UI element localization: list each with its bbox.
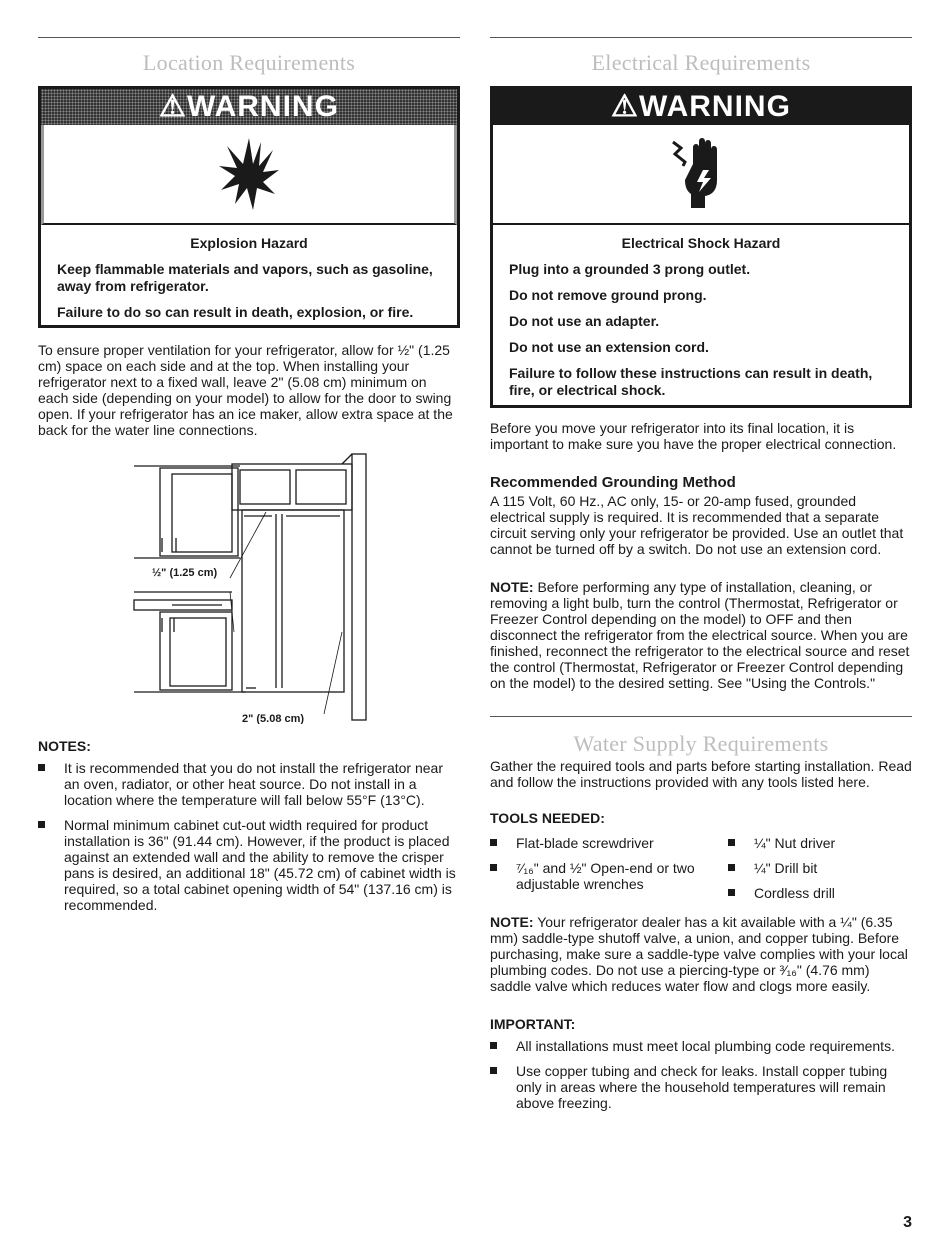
list-item: Use copper tubing and check for leaks. Install copper tubing only in areas where the household temperatures will remain above freezing.	[490, 1063, 912, 1111]
refrigerator-clearance-diagram	[96, 452, 376, 724]
top-rule-right	[490, 37, 912, 38]
note-text: Before performing any type of installation, cleaning, or removing a light bulb, turn the control (Thermostat, Refrigerator or Freezer Control depending on the model) to OFF and then disconnect the refrigerator from the electrical source. When you are finished, reconnect the refrigerator to the electrical source and reset the control (Thermostat, Refrigerator or Freezer Control depending on the model) to the desired setting. See "Using the Controls."	[490, 579, 910, 691]
electrical-intro: Before you move your refrigerator into its final location, it is important to make sure you have the proper electrical connection.	[490, 420, 897, 452]
water-note	[490, 914, 912, 994]
important-list	[490, 1038, 912, 1120]
warning-line: Keep flammable materials and vapors, such as gasoline, away from refrigerator.	[57, 261, 433, 294]
hazard-title: Explosion Hazard	[190, 235, 308, 251]
tools-list-2	[728, 835, 912, 910]
note-label: NOTE:	[490, 914, 534, 930]
explosion-warning-box	[38, 86, 460, 328]
electrical-shock-icon	[671, 134, 731, 214]
warning-line: Plug into a grounded 3 prong outlet.	[509, 261, 751, 277]
top-rule-left	[38, 37, 460, 38]
list-item: All installations must meet local plumbing code requirements.	[490, 1038, 912, 1054]
warning-line: Do not use an extension cord.	[509, 339, 709, 355]
tools-heading: TOOLS NEEDED:	[490, 810, 605, 826]
tools-list-1	[490, 835, 720, 901]
diagram-label-bottom: 2" (5.08 cm)	[242, 713, 305, 724]
warning-icon-area	[41, 125, 457, 225]
location-intro: To ensure proper ventilation for your refrigerator, allow for ½" (1.25 cm) space on each side and at the top. When installing your refrigerator next to a fixed wall, leave 2" (5.08 cm) minimum on each side (depending on your model) to allow for the door to swing open. If your refrigerator has an ice maker, allow extra space at the back for the water line connections.	[38, 342, 453, 438]
list-item: Flat-blade screwdriver	[490, 835, 720, 851]
list-item: ¼" Nut driver	[728, 835, 912, 851]
note-label: NOTE:	[490, 579, 534, 595]
diagram-label-side: ½" (1.25 cm)	[152, 567, 218, 579]
grounding-text: A 115 Volt, 60 Hz., AC only, 15- or 20-amp fused, grounded electrical supply is required. It is recommended that a separate circuit serving only your refrigerator be provided. Use an outlet that cannot be turned off by a switch. Do not use an extension cord.	[490, 493, 904, 557]
warning-line: Do not use an adapter.	[509, 313, 660, 329]
warning-line: Do not remove ground prong.	[509, 287, 707, 303]
electrical-note	[490, 579, 912, 691]
warning-line: Failure to do so can result in death, explosion, or fire.	[57, 304, 414, 320]
section-title-water: Water Supply Requirements	[573, 731, 829, 756]
warning-line: Failure to follow these instructions can result in death, fire, or electrical shock.	[509, 365, 873, 398]
grounding-heading: Recommended Grounding Method	[490, 474, 736, 491]
electrical-warning-box	[490, 86, 912, 408]
water-intro: Gather the required tools and parts before starting installation. Read and follow the instructions provided with any tools listed here.	[490, 758, 912, 790]
notes-list	[38, 760, 460, 922]
warning-heading: ⚠WARNING	[41, 89, 457, 125]
explosion-icon	[217, 136, 281, 212]
page-number: 3	[903, 1214, 912, 1231]
list-item: ⁷⁄₁₆" and ½" Open-end or two adjustable wrenches	[490, 860, 720, 892]
warning-icon-area	[493, 125, 909, 225]
list-item: ¼" Drill bit	[728, 860, 912, 876]
warning-heading: ⚠WARNING	[493, 89, 909, 125]
section-title-electrical: Electrical Requirements	[591, 50, 811, 75]
water-rule	[490, 716, 912, 717]
notes-heading: NOTES:	[38, 738, 91, 754]
list-item: Normal minimum cabinet cut-out width required for product installation is 36" (91.44 cm). However, if the product is placed against an extended wall and the ability to remove the crisper pans is desired, an additional 18" (45.72 cm) of cabinet width is required, so a total cabinet opening width of 54" (137.16 cm) is recommended.	[38, 817, 460, 913]
note-text: Your refrigerator dealer has a kit available with a ¼" (6.35 mm) saddle-type shutoff valve, a union, and copper tubing. Before purchasing, make sure a saddle-type valve complies with your local plumbing codes. Do not use a piercing-type or ³⁄₁₆" (4.76 mm) saddle valve which reduces water flow and clogs more easily.	[490, 914, 908, 994]
hazard-title: Electrical Shock Hazard	[621, 235, 781, 251]
list-item: It is recommended that you do not install the refrigerator near an oven, radiator, or other heat source. Do not install in a location where the temperature will fall below 55°F (13°C).	[38, 760, 460, 808]
section-title-location: Location Requirements	[142, 50, 356, 75]
list-item: Cordless drill	[728, 885, 912, 901]
important-heading: IMPORTANT:	[490, 1016, 576, 1032]
